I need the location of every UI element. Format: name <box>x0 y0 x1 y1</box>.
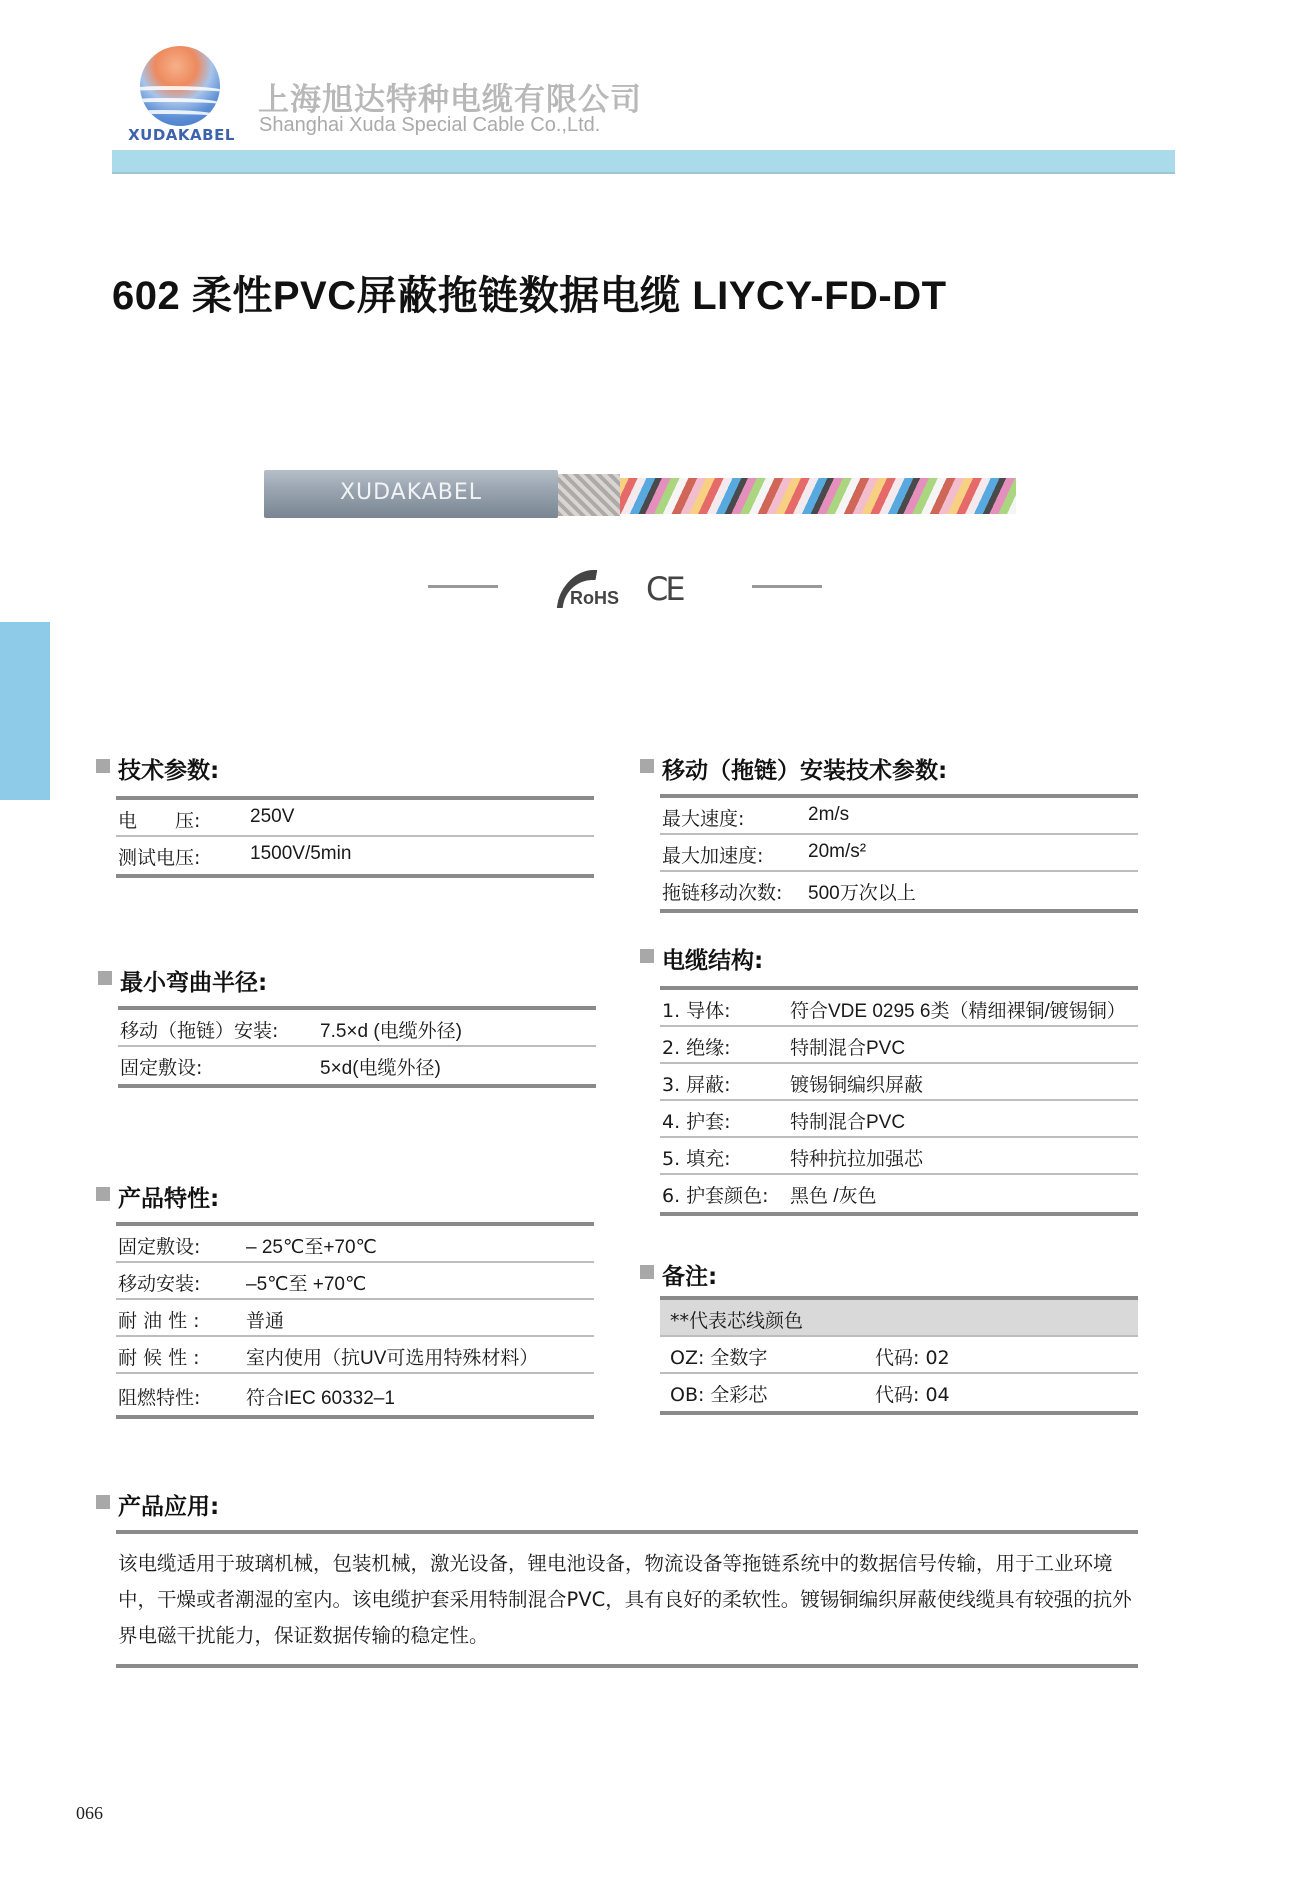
table-row <box>116 1337 594 1374</box>
table-row <box>660 872 1138 909</box>
ce-mark-icon: CE <box>646 570 683 608</box>
table-row <box>116 837 594 874</box>
section-title: 移动（拖链）安装技术参数: <box>662 758 948 784</box>
table-row <box>660 835 1138 872</box>
row-label: 最大加速度: <box>662 845 764 867</box>
table-row <box>660 1064 1138 1101</box>
row-label: 阻燃特性: <box>118 1387 201 1409</box>
section-title: 技术参数: <box>118 758 220 784</box>
rohs-label: RoHS <box>570 588 619 608</box>
row-value: 20m/s² <box>808 841 867 862</box>
cable-illustration <box>264 468 1016 520</box>
certification-marks <box>428 570 824 614</box>
bend-radius-table <box>118 1006 596 1088</box>
cable-jacket-label: XUDAKABEL <box>339 480 483 505</box>
section-title: 产品应用: <box>118 1494 220 1520</box>
rohs-mark <box>560 570 630 610</box>
divider-line <box>752 585 822 588</box>
table-row <box>660 1175 1138 1212</box>
side-tab-marker <box>0 622 50 800</box>
section-heading <box>96 1180 219 1212</box>
table-row <box>116 1374 594 1415</box>
cable-structure-table <box>660 986 1138 1216</box>
header-accent-bar <box>112 150 1175 174</box>
row-label: 耐 候 性 : <box>118 1347 200 1369</box>
row-value: 符合VDE 0295 6类（精细裸铜/镀锡铜） <box>790 1001 1126 1022</box>
table-row <box>660 990 1138 1027</box>
logo-globe-icon <box>140 46 220 126</box>
row-code: 代码: 04 <box>875 1384 950 1406</box>
table-row <box>118 1010 596 1047</box>
row-label: 移动安装: <box>118 1273 201 1295</box>
page-number: 066 <box>76 1803 103 1823</box>
square-bullet-icon <box>640 1265 654 1279</box>
square-bullet-icon <box>96 1187 110 1201</box>
cable-braid-shield <box>558 474 620 516</box>
row-label: 测试电压: <box>118 847 201 869</box>
table-row <box>660 1337 1138 1374</box>
row-label: 1. 导体: <box>662 1000 731 1022</box>
square-bullet-icon <box>96 759 110 773</box>
section-application <box>96 1488 1156 1688</box>
row-label: OZ: 全数字 <box>670 1347 768 1369</box>
product-features-table <box>116 1222 594 1419</box>
row-code: 代码: 02 <box>875 1347 950 1369</box>
row-value: 5×d(电缆外径) <box>320 1058 441 1079</box>
row-value: 符合IEC 60332–1 <box>246 1388 395 1409</box>
row-value: 2m/s <box>808 804 850 825</box>
cable-colored-cores <box>620 478 1016 514</box>
row-label: 固定敷设: <box>120 1057 203 1079</box>
row-value: 特制混合PVC <box>790 1112 906 1133</box>
logo-text: XUDAKABEL <box>128 126 235 144</box>
row-label: 5. 填充: <box>662 1148 731 1170</box>
row-value: 7.5×d (电缆外径) <box>320 1021 463 1042</box>
table-row <box>660 798 1138 835</box>
row-label: 2. 绝缘: <box>662 1037 731 1059</box>
row-label: OB: 全彩芯 <box>670 1384 768 1406</box>
table-row <box>660 1101 1138 1138</box>
square-bullet-icon <box>98 971 112 985</box>
row-value: 250V <box>250 806 295 827</box>
table-row <box>116 1263 594 1300</box>
company-name-cn: 上海旭达特种电缆有限公司 <box>258 82 642 118</box>
drag-chain-params-table <box>660 794 1138 913</box>
row-value: 特种抗拉加强芯 <box>790 1149 924 1170</box>
row-label: 最大速度: <box>662 808 745 830</box>
section-title: 备注: <box>662 1264 718 1290</box>
table-row <box>116 1300 594 1337</box>
section-heading <box>640 752 947 784</box>
section-title: 电缆结构: <box>662 948 764 974</box>
company-name-en: Shanghai Xuda Special Cable Co.,Ltd. <box>259 114 601 136</box>
square-bullet-icon <box>640 949 654 963</box>
page-title: 602 柔性PVC屏蔽拖链数据电缆 LIYCY-FD-DT <box>112 274 947 318</box>
row-value: 特制混合PVC <box>790 1038 906 1059</box>
logo-swoosh <box>140 110 220 124</box>
tech-params-table <box>116 796 594 878</box>
table-row <box>660 1027 1138 1064</box>
table-row <box>116 800 594 837</box>
row-value: 普通 <box>246 1311 285 1332</box>
notes-table <box>660 1296 1138 1415</box>
divider-line <box>428 585 498 588</box>
row-value: 镀锡铜编织屏蔽 <box>790 1075 924 1096</box>
row-label: **代表芯线颜色 <box>670 1310 804 1332</box>
row-value: – 25℃至+70℃ <box>246 1237 377 1258</box>
section-heading <box>98 964 267 996</box>
square-bullet-icon <box>640 759 654 773</box>
row-label: 电 压: <box>118 810 201 832</box>
row-label: 移动（拖链）安装: <box>120 1020 279 1042</box>
row-value: 黑色 /灰色 <box>790 1186 877 1207</box>
section-heading <box>640 1258 717 1290</box>
table-row <box>660 1374 1138 1411</box>
row-label: 6. 护套颜色: <box>662 1185 769 1207</box>
table-row <box>660 1138 1138 1175</box>
application-description: 该电缆适用于玻璃机械，包装机械，激光设备，锂电池设备，物流设备等拖链系统中的数据信号传输，用于工业环境中，干燥或者潮湿的室内。该电缆护套采用特制混合PVC，具有良好的柔软性。镀锡铜编织屏蔽使线缆具有较强的抗外界电磁干扰能力，保证数据传输的稳定性。 <box>118 1552 1132 1647</box>
divider-line <box>116 1530 1138 1534</box>
row-label: 固定敷设: <box>118 1236 201 1258</box>
table-row <box>116 1226 594 1263</box>
row-label: 耐 油 性 : <box>118 1310 200 1332</box>
table-row <box>118 1047 596 1084</box>
square-bullet-icon <box>96 1495 110 1509</box>
section-heading <box>96 752 219 784</box>
section-heading <box>640 942 763 974</box>
row-value: 室内使用（抗UV可选用特殊材料） <box>246 1348 539 1369</box>
section-heading <box>96 1488 219 1520</box>
table-header-row <box>660 1300 1138 1337</box>
row-label: 3. 屏蔽: <box>662 1074 731 1096</box>
section-title: 最小弯曲半径: <box>120 970 268 996</box>
section-title: 产品特性: <box>118 1186 220 1212</box>
row-label: 拖链移动次数: <box>662 882 783 904</box>
row-label: 4. 护套: <box>662 1111 731 1133</box>
row-value: –5℃至 +70℃ <box>246 1274 367 1295</box>
row-value: 500万次以上 <box>808 883 916 904</box>
divider-line <box>116 1664 1138 1668</box>
company-logo <box>124 44 239 148</box>
row-value: 1500V/5min <box>250 843 352 864</box>
